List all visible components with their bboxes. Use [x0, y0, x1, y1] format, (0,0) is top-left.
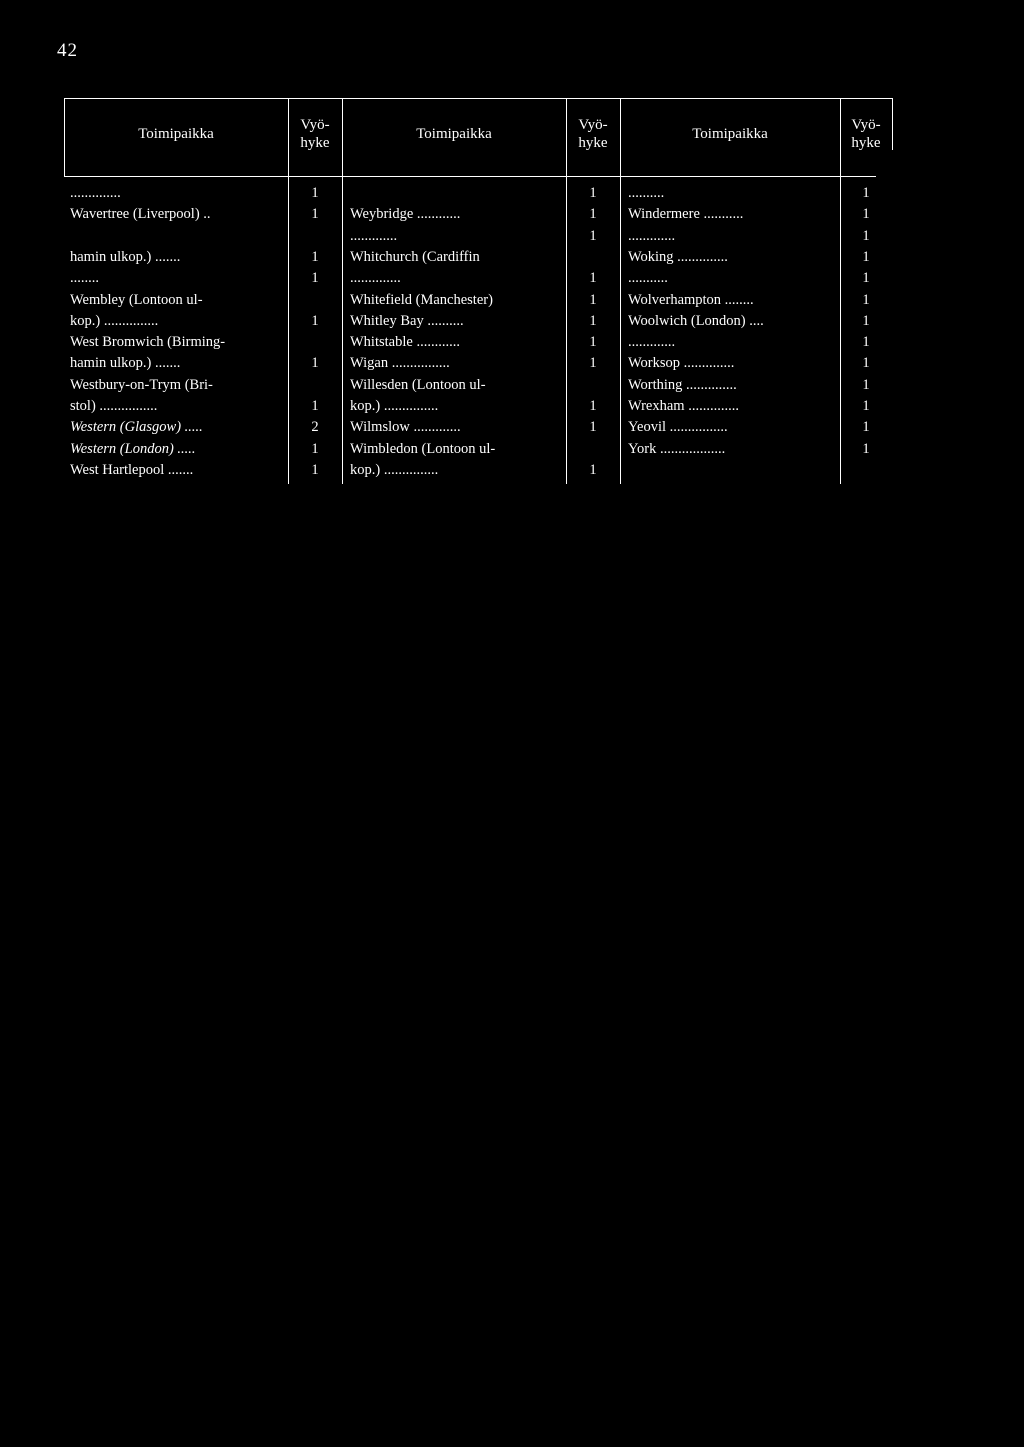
zone-value: 1 [311, 440, 319, 457]
place-name: Weybridge ............ [350, 206, 461, 223]
place-name: Yeovil ................ [628, 419, 728, 436]
zone-value: 1 [311, 312, 319, 329]
zone-value: 1 [862, 291, 870, 308]
column-rule [620, 98, 621, 484]
place-name: West Hartlepool ....... [70, 461, 194, 478]
zone-value: 1 [589, 312, 597, 329]
header-zone-2 [566, 116, 620, 152]
place-name: Wembley (Lontoon ul- [70, 291, 203, 308]
page-number: 42 [57, 40, 78, 61]
place-name: ............. [628, 334, 676, 351]
column-rule [342, 98, 343, 484]
place-name: .......... [628, 185, 665, 201]
zone-value: 1 [862, 185, 870, 201]
place-name: kop.) ............... [70, 312, 159, 329]
header-place-3: Toimipaikka [692, 126, 768, 142]
header-zone-line1: Vyö- [851, 117, 881, 133]
place-name: Whitefield (Manchester) [350, 291, 493, 308]
zone-value: 1 [862, 355, 870, 372]
place-name: kop.) ............... [350, 461, 439, 478]
zone-value: 1 [862, 227, 870, 244]
zone-value: 1 [311, 206, 319, 223]
place-name: Western (London) ..... [70, 440, 196, 457]
header-zone-line1: Vyö- [578, 117, 608, 133]
zone-value: 1 [589, 355, 597, 372]
zone-value: 1 [311, 248, 319, 265]
place-name: Wimbledon (Lontoon ul- [350, 440, 496, 457]
place-name: Whitstable ............ [350, 334, 460, 351]
place-name: Willesden (Lontoon ul- [350, 376, 486, 393]
place-name: Woolwich (London) .... [628, 312, 764, 329]
zone-value: 1 [862, 270, 870, 287]
place-name: Whitley Bay .......... [350, 312, 464, 329]
place-name: Western (Glasgow) ..... [70, 419, 203, 436]
column-rule [892, 98, 893, 150]
place-name: Windermere ........... [628, 206, 744, 223]
place-name: Wrexham .............. [628, 398, 739, 414]
place-name: hamin ulkop.) ....... [70, 355, 181, 372]
zone-value: 1 [862, 376, 870, 393]
place-name: ........... [628, 270, 668, 287]
place-name: Wavertree (Liverpool) .. [70, 206, 211, 223]
place-name: ............. [628, 227, 676, 244]
place-name: Wigan ................ [350, 355, 450, 372]
zone-value: 1 [862, 398, 870, 414]
place-name: .............. [70, 185, 121, 201]
zone-value: 1 [862, 248, 870, 265]
header-bottom-rule [64, 176, 876, 177]
zone-value: 1 [589, 291, 597, 308]
place-name: stol) ................ [70, 398, 158, 414]
place-name: ........ [70, 270, 99, 287]
zone-value: 1 [311, 461, 319, 478]
place-name: Worksop .............. [628, 355, 735, 372]
header-zone-1 [288, 116, 342, 152]
zone-value: 1 [589, 461, 597, 478]
place-name: hamin ulkop.) ....... [70, 248, 181, 265]
zone-value: 1 [589, 206, 597, 223]
place-name: Whitchurch (Cardiffin [350, 248, 480, 265]
zone-value: 1 [862, 312, 870, 329]
zone-value: 1 [862, 440, 870, 457]
header-zone-line1: Vyö- [300, 117, 330, 133]
zone-value: 1 [589, 185, 597, 201]
zone-value: 1 [311, 185, 319, 201]
zone-value: 1 [589, 419, 597, 436]
header-zone-line2: hyke [300, 135, 330, 151]
zone-value: 1 [862, 419, 870, 436]
header-place-2: Toimipaikka [416, 126, 492, 142]
place-name: kop.) ............... [350, 398, 439, 414]
zone-value: 1 [862, 334, 870, 351]
zone-value: 1 [311, 270, 319, 287]
place-name: West Bromwich (Birming- [70, 334, 226, 351]
header-place-1: Toimipaikka [138, 126, 214, 142]
zone-value: 1 [589, 227, 597, 244]
zone-value: 1 [862, 206, 870, 223]
place-name: ............. [350, 227, 398, 244]
place-name: Wolverhampton ........ [628, 291, 754, 308]
zone-value: 2 [311, 419, 319, 436]
zone-value: 1 [311, 355, 319, 372]
header-zone-line2: hyke [851, 135, 881, 151]
place-name: Woking .............. [628, 248, 728, 265]
place-name: .............. [350, 270, 401, 287]
place-name: Westbury-on-Trym (Bri- [70, 376, 213, 393]
zone-value: 1 [311, 398, 319, 414]
place-name: Worthing .............. [628, 376, 737, 393]
place-name: Wilmslow ............. [350, 419, 461, 436]
zone-value: 1 [589, 398, 597, 414]
header-zone-line2: hyke [578, 135, 608, 151]
header-zone-3 [840, 116, 892, 152]
zone-value: 1 [589, 334, 597, 351]
table-top-rule [64, 98, 892, 99]
zone-value: 1 [589, 270, 597, 287]
place-name: York .................. [628, 440, 726, 457]
